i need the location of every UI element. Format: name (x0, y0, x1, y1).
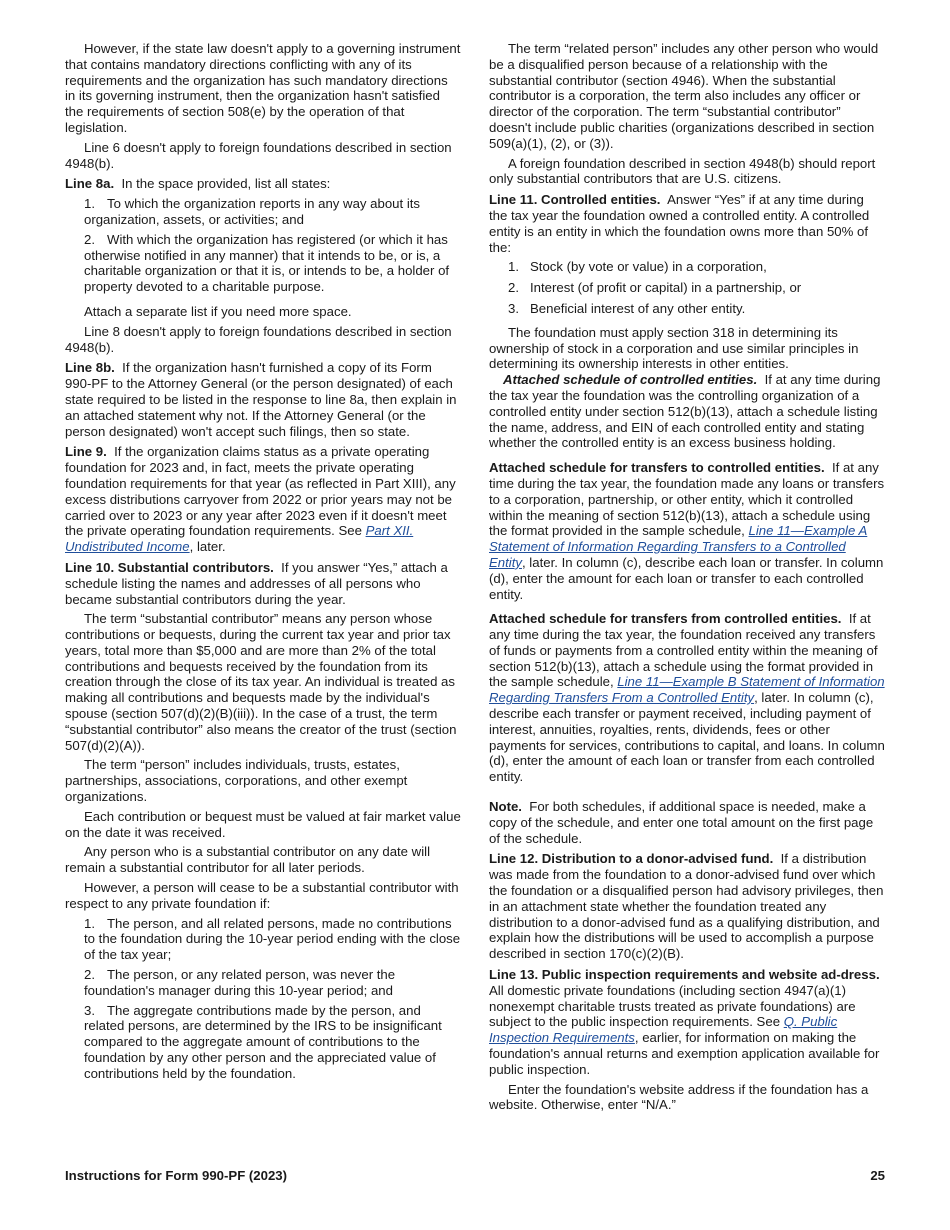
transfers-to-section (489, 460, 885, 602)
section-heading: Attached schedule of controlled entities. (503, 372, 758, 388)
section-text: , later. In column (c), describe each transfer or payment received, including payment of interest, annuities, royalties, rents, dividends, fees or other payments for services, contributions to capital, and loans. In column (d), enter the amount of each loan or transfer from each controlled entity. (489, 690, 885, 785)
part-xii-link[interactable]: Part XII. Undistributed Income (65, 523, 414, 555)
paragraph: Line 6 doesn't apply to foreign foundations described in section 4948(b). (65, 139, 452, 171)
list-number: 3. (84, 1002, 95, 1018)
section-heading: Attached schedule for transfers to controlled entities. (489, 460, 825, 476)
section-heading: Line 13. Public inspection requirements and website ad-dress. (489, 967, 880, 983)
line-8b-section (65, 360, 461, 439)
note-heading: Note. (489, 799, 522, 815)
list-number: 2. (84, 967, 95, 983)
line-13-section (489, 967, 885, 1078)
line-12-section (489, 851, 885, 962)
paragraph: The term “person” includes individuals, trusts, estates, partnerships, associations, corporations, and other exempt organizations. (65, 757, 408, 805)
list-text: With which the organization has registered (or which it has otherwise notified in any manner) that it intends to be, or is, a charitable organization or that it is, or intends to be, a holder of property devoted to a charitable purpose. (84, 231, 450, 295)
section-text: All domestic private foundations (including section 4947(a)(1) nonexempt charitable trusts treated as private foundations) are subject to the public inspection requirements. See (489, 982, 856, 1030)
list-text: Stock (by vote or value) in a corporation, (530, 259, 767, 275)
list-number: 3. (508, 300, 519, 316)
list-item (65, 916, 461, 963)
paragraph: The term “related person” includes any other person who would be a disqualified person because of a relationship with the substantial contributor (section 4946). When the substantial contributor is a corporation, the term also includes any officer or director of the corporation. The term “substantial contributor” doesn't include public charities (organizations described in section 509(a)(1), (2), or (3)). (489, 41, 879, 151)
section-heading: Line 12. Distribution to a donor-advised fund. (489, 851, 774, 867)
section-heading: Line 9. (65, 444, 107, 460)
controlled-entities-schedule (489, 372, 885, 451)
list-item (489, 280, 885, 296)
paragraph: However, a person will cease to be a substantial contributor with respect to any private foundation if: (65, 880, 459, 911)
list-number: 2. (84, 231, 95, 247)
paragraph: Each contribution or bequest must be valued at fair market value on the date it was received. (65, 808, 461, 840)
line-11-section (489, 192, 885, 255)
paragraph: The term “substantial contributor” means any person whose contributions or bequests, during the current tax year and prior tax years, total more than $5,000 and are more than 2% of the total contributions and bequests received by the foundation from its creation through the close of its tax year. An individual is treated as making all contributions and bequests made by the individual's spouse (section 507(d)(2)(B)(iii)). In the case of a trust, the term “substantial contributor” also means the creator of the trust (section 507(d)(2)(A)). (65, 611, 457, 753)
section-text: If at any time during the tax year the foundation was the controlling organization of a controlled entity under section 512(b)(13), attach a schedule listing the name, address, and EIN of each controlled entity and stating whether the controlled entity is an excess business holding. (489, 372, 881, 451)
right-column (489, 41, 885, 1117)
list-item (65, 232, 461, 295)
list-item (65, 1003, 461, 1082)
paragraph: Line 8 doesn't apply to foreign foundations described in section 4948(b). (65, 323, 452, 355)
section-heading: Line 8b. (65, 360, 115, 376)
section-text: If the organization hasn't furnished a copy of its Form 990-PF to the Attorney General (or the person designated) of each state required to be listed in the response to line 8a, then explain in an attached statement why not. If the Attorney General (or the person designated) won't accept such filings, then so state. (65, 360, 457, 439)
public-inspection-link[interactable]: Q. Public Inspection Requirements (489, 1014, 838, 1046)
note-section (489, 799, 885, 846)
list-text: To which the organization reports in any way about its organization, assets, or activities; and (84, 196, 421, 227)
list-number: 1. (84, 196, 95, 212)
example-b-link[interactable]: Line 11—Example B Statement of Information Regarding Transfers From a Controlled Entity (489, 674, 885, 706)
paragraph: Any person who is a substantial contributor on any date will remain a substantial contributor for all later periods. (65, 844, 430, 876)
section-text: For both schedules, if additional space is needed, make a copy of the schedule, and enter one total amount on the first page of the schedule. (489, 799, 874, 846)
list-text: Interest (of profit or capital) in a partnership, or (530, 280, 802, 296)
section-text: In the space provided, list all states: (121, 176, 331, 192)
section-text: , earlier, for information on making the foundation's annual returns and exemption application available for public inspection. (489, 1030, 880, 1077)
section-text: Answer “Yes” if at any time during the tax year the foundation owned a controlled entity. A controlled entity is an entity in which the foundation owns more than 50% of the: (489, 192, 870, 255)
list-number: 1. (508, 259, 519, 275)
section-text: , later. (189, 539, 226, 555)
section-heading: Line 8a. (65, 176, 115, 192)
line-9-section (65, 444, 461, 555)
section-heading: Line 10. Substantial contributors. (65, 559, 274, 575)
page-number: 25 (870, 1168, 885, 1183)
list-item (489, 259, 885, 275)
section-text: , later. In column (c), describe each loan or transfer. In column (d), enter the amount for each loan or transfer to each controlled entity. (489, 554, 884, 602)
section-text: If at any time during the tax year, the foundation received any transfers of funds or payments from a controlled entity within the meaning of section 512(b)(13), attach a schedule using the format provided in the sample schedule, (489, 611, 878, 690)
list-text: The person, and all related persons, made no contributions to the foundation during the 10-year period ending with the close of the tax year; (84, 915, 461, 963)
section-text: If a distribution was made from the foundation to a donor-advised fund over which the foundation or a disqualified person had advisory privileges, then in an attachment state whether the foundation treated any distribution to a donor-advised fund as a qualifying distribution, and explain how the distributions will be used to accomplish a purpose described in section 170(c)(2)(B). (489, 851, 884, 962)
example-a-link[interactable]: Line 11—Example A Statement of Information Regarding Transfers to a Controlled Entity (489, 523, 868, 570)
section-heading: Line 11. Controlled entities. (489, 192, 661, 208)
line-10-section (65, 560, 461, 607)
section-text: If you answer “Yes,” attach a schedule listing the names and addresses of all persons who became substantial contributors during the year. (65, 559, 448, 607)
paragraph: Enter the foundation's website address if the foundation has a website. Otherwise, enter “N/A.” (489, 1081, 869, 1113)
list-number: 2. (508, 280, 519, 296)
section-text: If at any time during the tax year, the foundation made any loans or transfers to a corporation, partnership, or other entity, which it controlled within the meaning of section 512(b)(13), attach a schedule using the format provided in the sample schedule, (489, 460, 885, 539)
section-text: If the organization claims status as a private operating foundation for 2023 and, in fact, meets the private operating foundation requirements for that year (as reflected in Part XIII), any excess distributions carryover from 2022 or prior years may not be carried over to 2023 or any year after 2023 even if it doesn't meet the private operating foundation requirements. See (65, 444, 456, 539)
list-item (65, 967, 461, 999)
paragraph: The foundation must apply section 318 in determining its ownership of stock in a corporation and use similar principles in determining its ownership interests in other entities. (489, 324, 859, 372)
paragraph: Attach a separate list if you need more space. (84, 303, 352, 319)
list-text: Beneficial interest of any other entity. (530, 300, 746, 316)
list-text: The person, or any related person, was never the foundation's manager during this 10-year period; and (84, 967, 396, 998)
list-item (65, 196, 461, 228)
footer-title: Instructions for Form 990-PF (2023) (65, 1168, 288, 1183)
list-item (489, 301, 885, 317)
left-column (65, 41, 461, 1086)
list-number: 1. (84, 915, 95, 931)
paragraph: However, if the state law doesn't apply to a governing instrument that contains mandatory directions conflicting with any of its requirements and the organization has such mandatory directions in its governing instrument, then the organization hasn't satisfied the requirements of section 508(e) by the operation of that legislation. (65, 41, 461, 135)
transfers-from-section (489, 611, 885, 785)
page-footer (65, 1168, 885, 1184)
paragraph: A foreign foundation described in section 4948(b) should report only substantial contributors that are U.S. citizens. (489, 155, 876, 187)
list-text: The aggregate contributions made by the person, and related persons, are determined by the IRS to be insignificant compared to the aggregate amount of contributions to the foundation by any other person and the appreciated value of contributions held by the foundation. (84, 1002, 442, 1081)
line-8a-section (65, 176, 461, 192)
section-heading: Attached schedule for transfers from controlled entities. (489, 611, 842, 627)
